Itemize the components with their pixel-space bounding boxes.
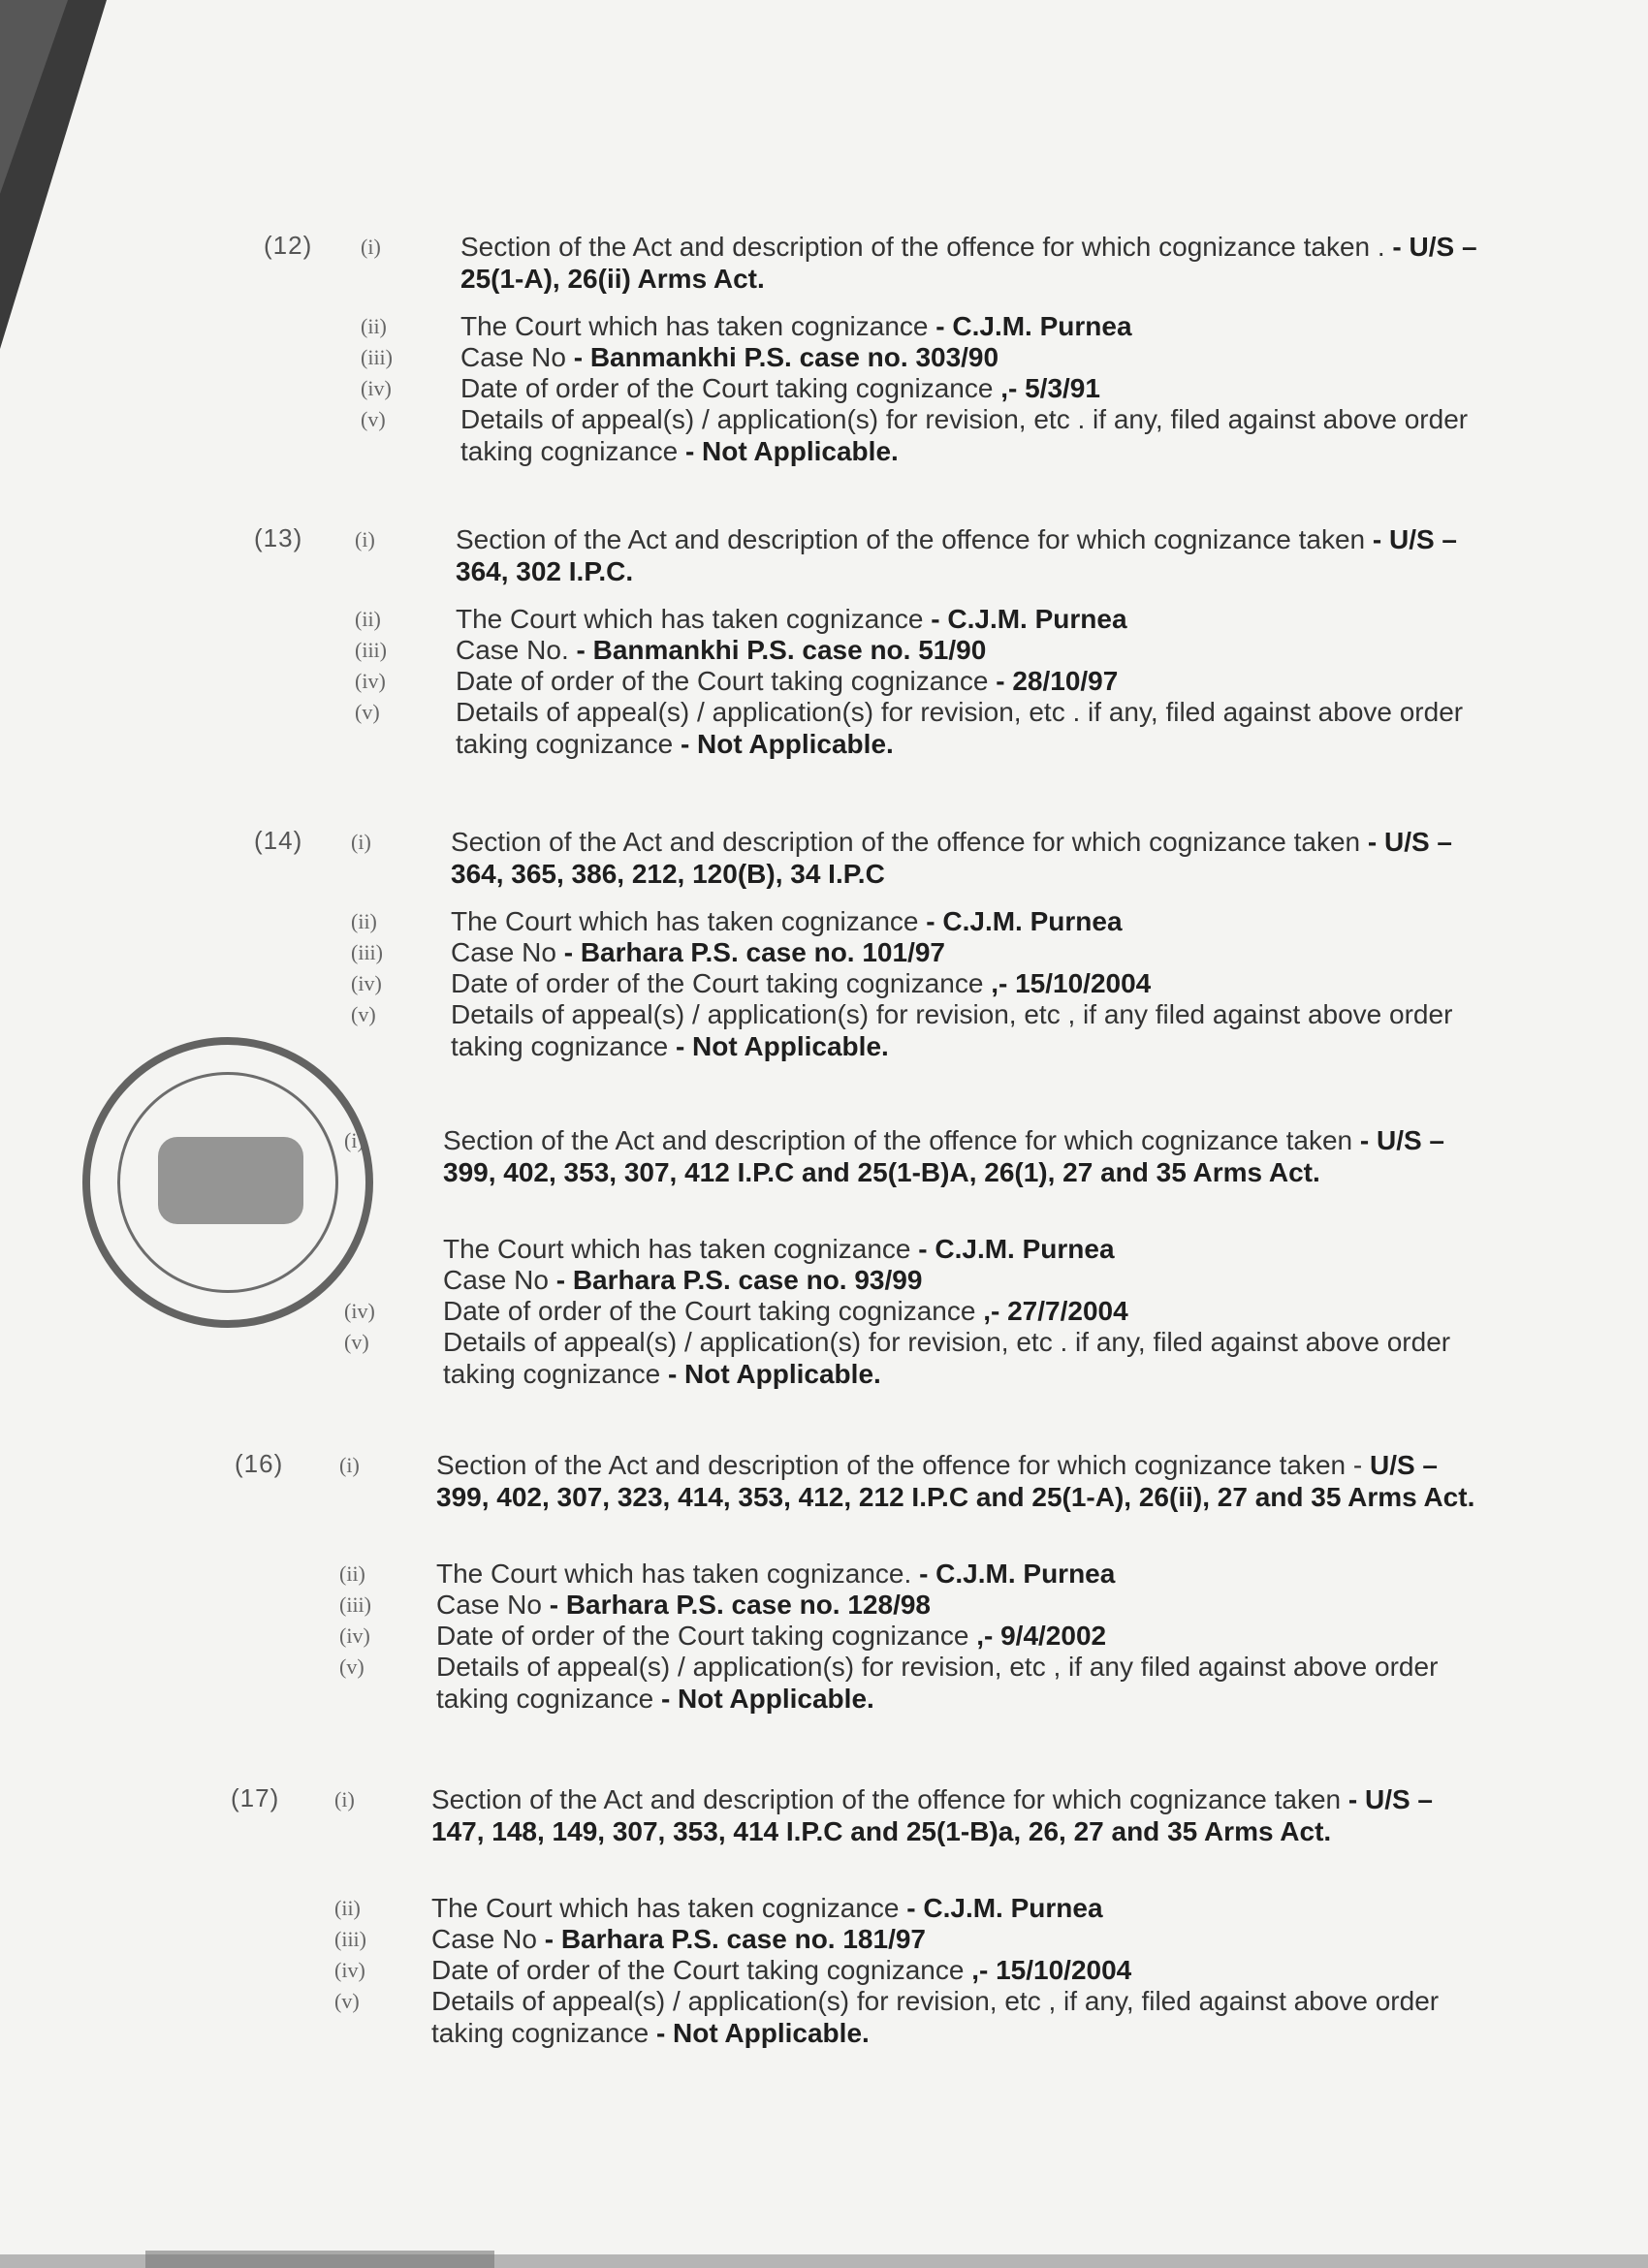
item-value: - Not Applicable.	[655, 2018, 870, 2048]
entry-number: (12)	[264, 231, 313, 260]
item-text	[436, 1449, 1493, 1513]
item-value: - Barhara P.S. case no. 101/97	[563, 937, 945, 967]
page-corner-fold	[0, 0, 68, 194]
item-text	[443, 1326, 1500, 1390]
item-label: Case No.	[456, 635, 577, 665]
item-roman-numeral: (v)	[344, 1330, 369, 1354]
item-value: ,- 5/3/91	[1000, 373, 1100, 403]
item-value: ,- 15/10/2004	[971, 1955, 1132, 1985]
item-text	[443, 1295, 1500, 1327]
item-roman-numeral: (ii)	[361, 314, 387, 338]
item-roman-numeral: (i)	[334, 1787, 355, 1811]
item-value: - Banmankhi P.S. case no. 51/90	[576, 635, 987, 665]
item-value: - Barhara P.S. case no. 128/98	[549, 1590, 931, 1620]
item-text	[460, 310, 1517, 342]
item-roman-numeral: (i)	[355, 527, 375, 551]
item-roman-numeral: (ii)	[351, 909, 377, 933]
item-label: The Court which has taken cognizance	[431, 1893, 907, 1923]
entry-number: (17)	[231, 1783, 280, 1812]
item-value: ,- 9/4/2002	[976, 1621, 1107, 1651]
item-label: Section of the Act and description of the offence for which cognizance taken	[451, 827, 1368, 857]
item-value: ,- 15/10/2004	[991, 968, 1152, 998]
item-roman-numeral: (v)	[351, 1002, 376, 1026]
item-label: Section of the Act and description of the offence for which cognizance taken .	[460, 232, 1393, 262]
item-text	[456, 603, 1512, 635]
item-text	[460, 372, 1517, 404]
item-label: Details of appeal(s) / application(s) for revision, etc . if any, filed against above order taking cognizance	[443, 1327, 1451, 1389]
court-seal-stamp	[82, 1037, 373, 1328]
item-roman-numeral: (iv)	[361, 376, 392, 400]
item-value: - Not Applicable.	[667, 1359, 881, 1389]
item-label: Section of the Act and description of the offence for which cognizance taken -	[436, 1450, 1370, 1480]
stamp-center-mark	[158, 1137, 303, 1224]
item-value: - Not Applicable.	[684, 436, 899, 466]
item-text	[431, 1892, 1488, 1924]
item-value: - Barhara P.S. case no. 93/99	[555, 1265, 923, 1295]
item-value: - C.J.M. Purnea	[919, 1559, 1116, 1589]
item-text	[443, 1264, 1500, 1296]
item-roman-numeral: (i)	[344, 1128, 364, 1152]
item-roman-numeral: (iv)	[355, 669, 386, 693]
item-value: - C.J.M. Purnea	[931, 604, 1127, 634]
item-value: - U/S – 364, 302 I.P.C.	[456, 524, 1458, 586]
scan-bottom-mark	[145, 2251, 494, 2268]
item-roman-numeral: (v)	[339, 1654, 364, 1679]
item-label: Section of the Act and description of the offence for which cognizance taken	[456, 524, 1373, 554]
item-label: Details of appeal(s) / application(s) for revision, etc . if any, filed against above order taking cognizance	[460, 404, 1469, 466]
item-text	[436, 1589, 1493, 1621]
item-label: The Court which has taken cognizance.	[436, 1559, 920, 1589]
item-text	[456, 523, 1512, 587]
item-roman-numeral: (iii)	[361, 345, 393, 369]
item-value: ,- 27/7/2004	[983, 1296, 1128, 1326]
item-text	[436, 1558, 1493, 1590]
item-label: Date of order of the Court taking cognizance	[451, 968, 992, 998]
item-value: - C.J.M. Purnea	[935, 311, 1132, 341]
item-value: - U/S – 364, 365, 386, 212, 120(B), 34 I.P.C	[451, 827, 1453, 889]
item-text	[443, 1124, 1500, 1188]
item-label: Case No	[443, 1265, 556, 1295]
item-value: - C.J.M. Purnea	[918, 1234, 1115, 1264]
item-label: Date of order of the Court taking cognizance	[436, 1621, 977, 1651]
item-text	[451, 967, 1507, 999]
item-roman-numeral: (v)	[355, 700, 380, 724]
item-label: Case No	[451, 937, 564, 967]
item-roman-numeral: (ii)	[355, 607, 381, 631]
item-value: - C.J.M. Purnea	[926, 906, 1123, 936]
item-value: - U/S – 147, 148, 149, 307, 353, 414 I.P.C and 25(1-B)a, 26, 27 and 35 Arms Act.	[431, 1784, 1434, 1846]
item-label: Details of appeal(s) / application(s) for revision, etc , if any filed against above order taking cognizance	[436, 1652, 1439, 1714]
item-value: - Not Applicable.	[675, 1031, 889, 1061]
item-label: Case No	[436, 1590, 550, 1620]
item-label: Section of the Act and description of the offence for which cognizance taken	[443, 1125, 1360, 1155]
item-roman-numeral: (iii)	[355, 638, 387, 662]
item-label: Details of appeal(s) / application(s) for revision, etc . if any, filed against above order taking cognizance	[456, 697, 1464, 759]
item-value: - Not Applicable.	[660, 1684, 874, 1714]
item-label: Date of order of the Court taking cognizance	[460, 373, 1001, 403]
item-text	[436, 1651, 1493, 1715]
item-text	[436, 1620, 1493, 1652]
item-text	[451, 936, 1507, 968]
entry-number: (13)	[254, 523, 303, 552]
item-roman-numeral: (i)	[339, 1453, 360, 1477]
item-value: - Banmankhi P.S. case no. 303/90	[573, 342, 999, 372]
item-roman-numeral: (ii)	[339, 1561, 365, 1586]
item-value: - C.J.M. Purnea	[906, 1893, 1103, 1923]
item-text	[431, 1923, 1488, 1955]
item-label: The Court which has taken cognizance	[451, 906, 927, 936]
item-roman-numeral: (i)	[351, 830, 371, 854]
item-text	[451, 826, 1507, 890]
item-text	[431, 1954, 1488, 1986]
item-roman-numeral: (iv)	[334, 1958, 365, 1982]
item-text	[460, 231, 1517, 295]
item-text	[456, 696, 1512, 760]
item-value: - U/S – 399, 402, 353, 307, 412 I.P.C and 25(1-B)A, 26(1), 27 and 35 Arms Act.	[443, 1125, 1445, 1187]
item-roman-numeral: (iii)	[339, 1592, 371, 1617]
item-value: U/S – 399, 402, 307, 323, 414, 353, 412, 212 I.P.C and 25(1-A), 26(ii), 27 and 35 Arms Act.	[436, 1450, 1475, 1512]
item-roman-numeral: (v)	[334, 1989, 360, 2013]
item-roman-numeral: (iii)	[334, 1927, 366, 1951]
entry-number: (16)	[235, 1449, 284, 1478]
item-roman-numeral: (iv)	[344, 1299, 375, 1323]
item-text	[451, 998, 1507, 1062]
item-text	[460, 341, 1517, 373]
item-text	[443, 1233, 1500, 1265]
item-roman-numeral: (iv)	[339, 1623, 370, 1648]
item-text	[460, 403, 1517, 467]
item-roman-numeral: (i)	[361, 235, 381, 259]
item-label: Case No	[431, 1924, 545, 1954]
item-roman-numeral: (ii)	[334, 1896, 361, 1920]
item-label: The Court which has taken cognizance	[460, 311, 936, 341]
item-value: - U/S – 25(1-A), 26(ii) Arms Act.	[460, 232, 1477, 294]
item-label: The Court which has taken cognizance	[456, 604, 932, 634]
item-label: The Court which has taken cognizance	[443, 1234, 919, 1264]
item-text	[431, 1783, 1488, 1847]
item-roman-numeral: (iv)	[351, 971, 382, 995]
item-value: - Not Applicable.	[680, 729, 894, 759]
item-text	[456, 634, 1512, 666]
item-value: - Barhara P.S. case no. 181/97	[544, 1924, 926, 1954]
entry-number: (14)	[254, 826, 303, 855]
item-text	[456, 665, 1512, 697]
item-label: Case No	[460, 342, 574, 372]
item-label: Section of the Act and description of the offence for which cognizance taken	[431, 1784, 1348, 1814]
item-label: Date of order of the Court taking cognizance	[456, 666, 997, 696]
item-label: Date of order of the Court taking cognizance	[443, 1296, 984, 1326]
item-roman-numeral: (v)	[361, 407, 386, 431]
item-roman-numeral: (iii)	[351, 940, 383, 964]
item-text	[431, 1985, 1488, 2049]
item-label: Details of appeal(s) / application(s) for revision, etc , if any, filed against above order taking cognizance	[431, 1986, 1440, 2048]
item-value: - 28/10/97	[996, 666, 1119, 696]
item-label: Details of appeal(s) / application(s) for revision, etc , if any filed against above order taking cognizance	[451, 999, 1453, 1061]
item-label: Date of order of the Court taking cognizance	[431, 1955, 972, 1985]
item-text	[451, 905, 1507, 937]
